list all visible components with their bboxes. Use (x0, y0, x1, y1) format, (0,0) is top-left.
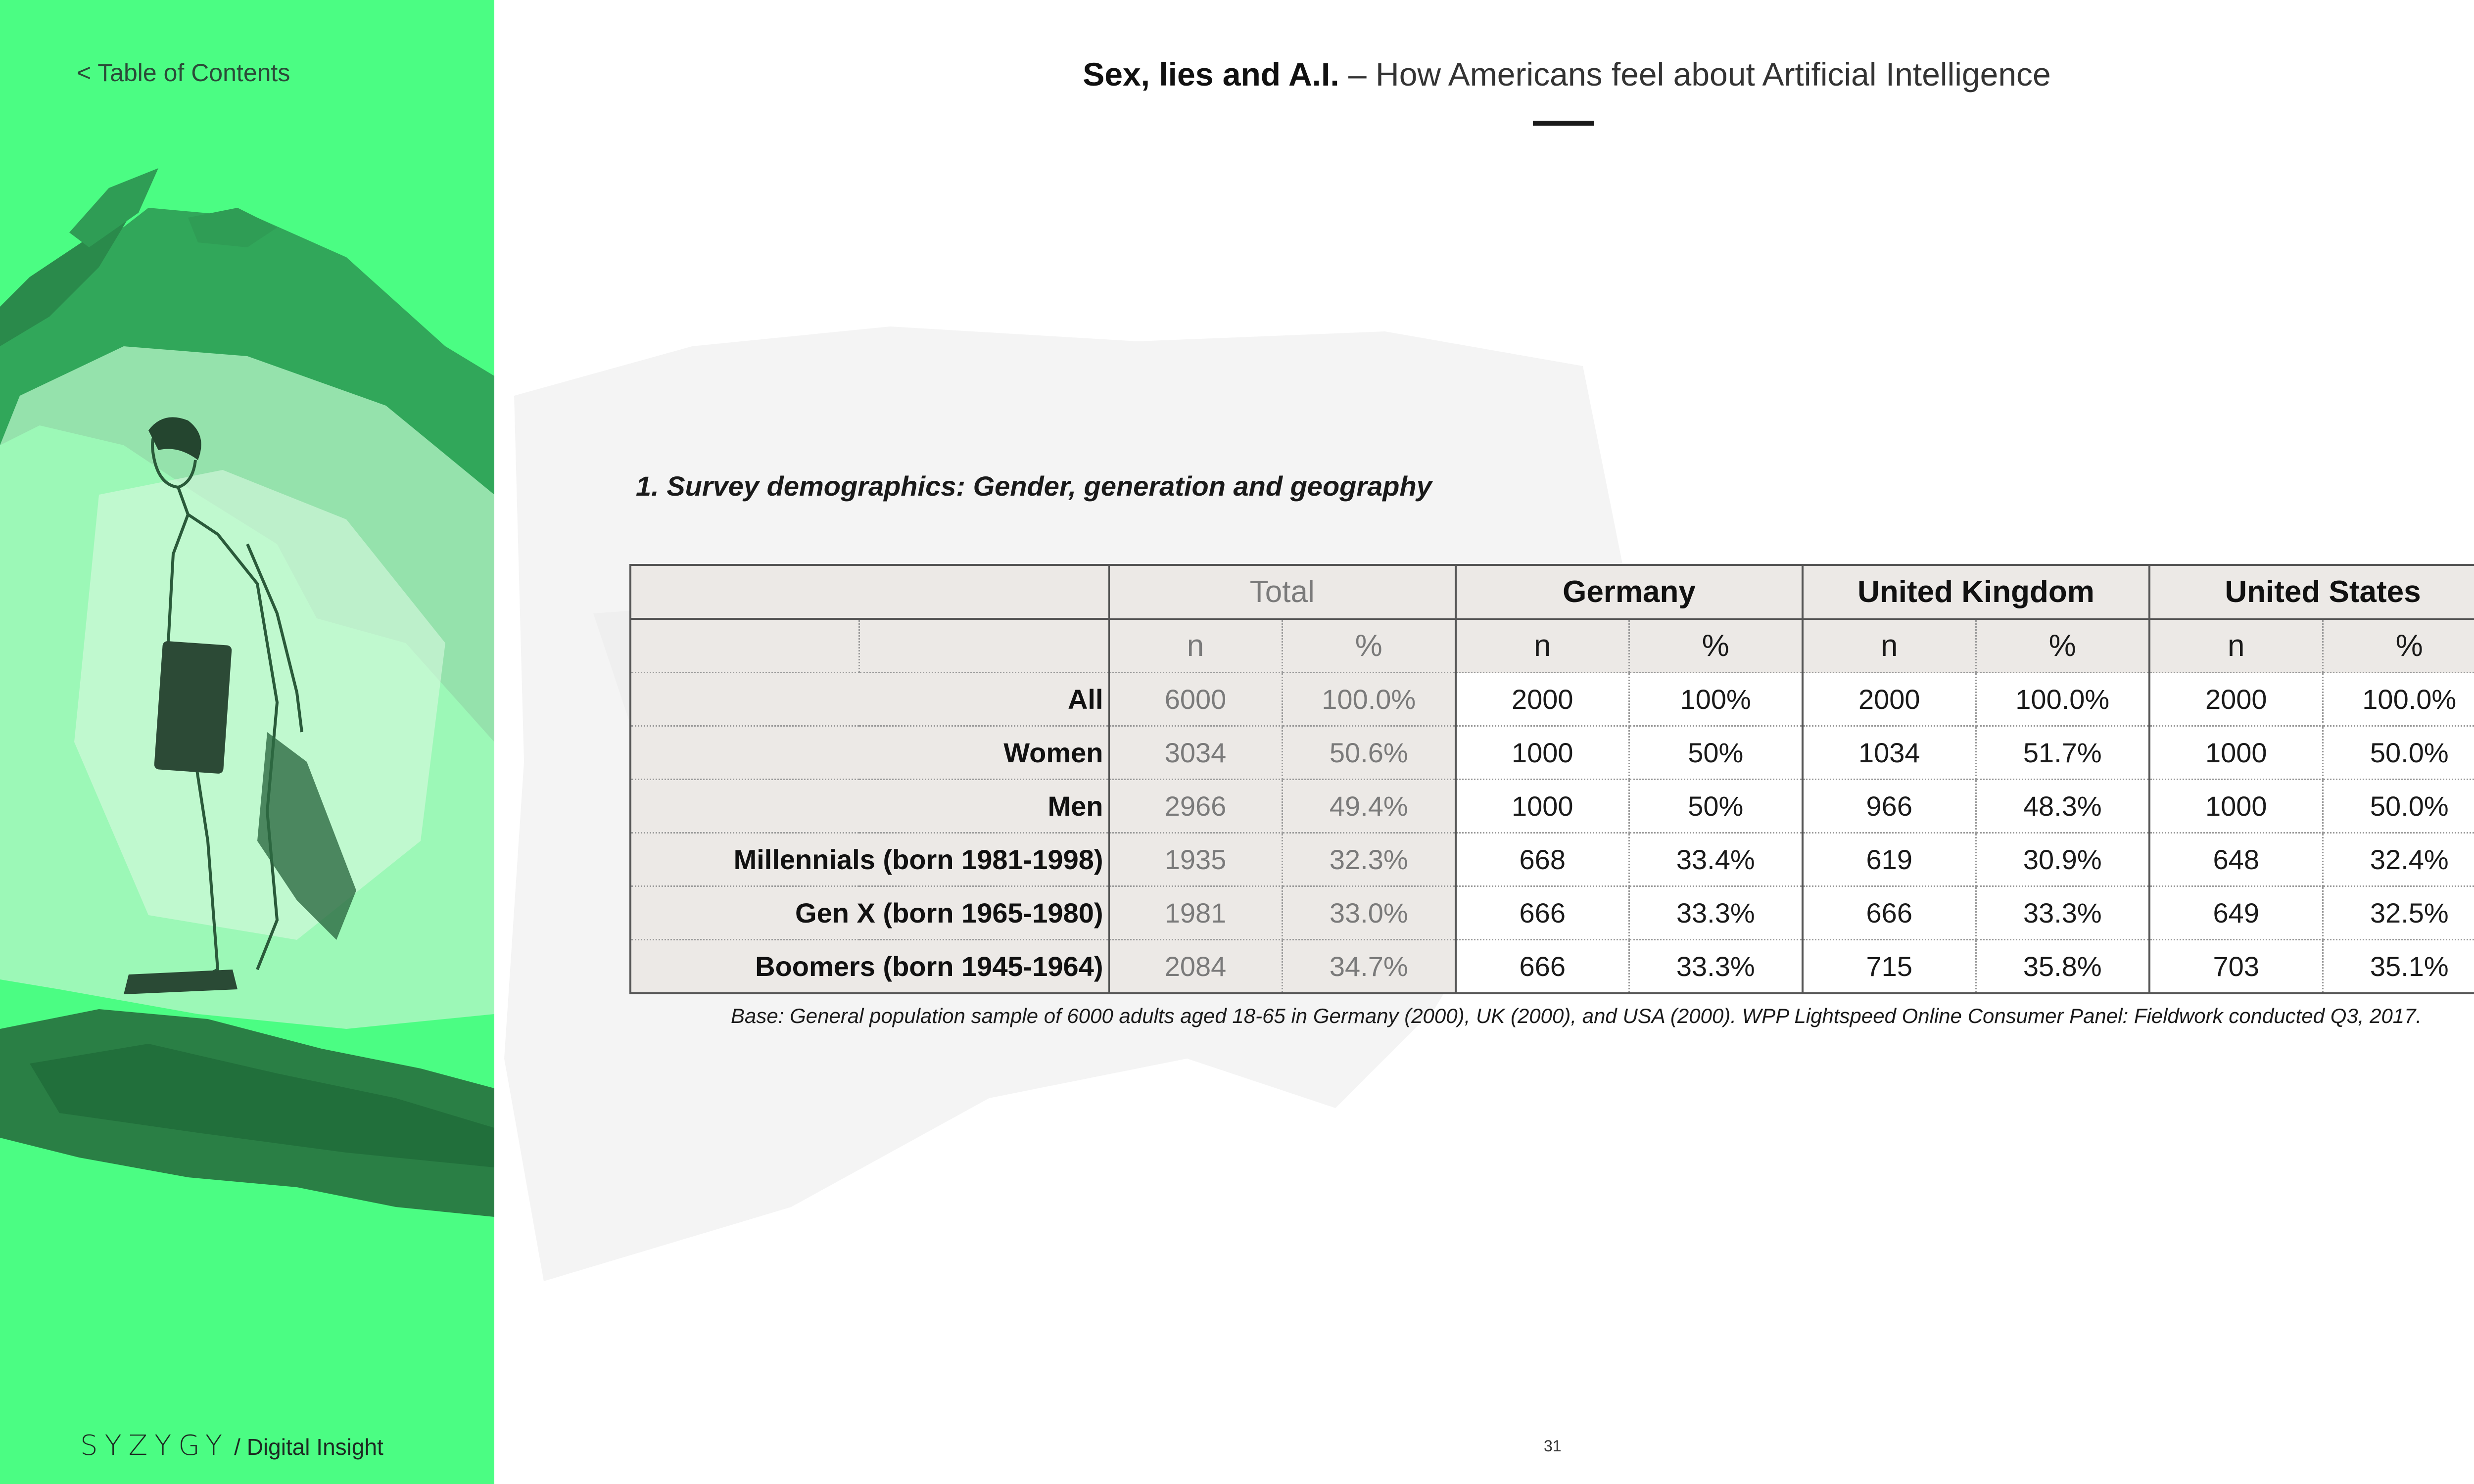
table-cell: 33.3% (1629, 886, 1803, 940)
table-cell: 33.0% (1282, 886, 1456, 940)
table-cell: 49.4% (1282, 780, 1456, 833)
table-row (630, 886, 2474, 940)
table-cell: 35.1% (2323, 940, 2474, 994)
table-cell: 50% (1629, 780, 1803, 833)
table-subheader: % (1282, 619, 1456, 673)
table-cell: 100.0% (1282, 673, 1456, 726)
table-subheader: % (2323, 619, 2474, 673)
table-cell: 648 (2149, 833, 2323, 886)
table-cell: 33.4% (1629, 833, 1803, 886)
table-subheader: n (2149, 619, 2323, 673)
table-cell: 33.3% (1976, 886, 2149, 940)
sidebar-panel (0, 0, 494, 1484)
row-label: Millennials (born 1981-1998) (630, 833, 1109, 886)
report-subtitle: – How Americans feel about Artificial Intelligence (1339, 56, 2051, 93)
table-subheader: % (1976, 619, 2149, 673)
table-cell: 32.4% (2323, 833, 2474, 886)
table-cell: 48.3% (1976, 780, 2149, 833)
table-subheader: n (1456, 619, 1629, 673)
table-corner (630, 565, 1109, 619)
table-subheader-blank (859, 619, 1109, 673)
table-group-header: Germany (1456, 565, 1803, 619)
table-cell: 2000 (2149, 673, 2323, 726)
table-cell: 32.3% (1282, 833, 1456, 886)
table-row (630, 833, 2474, 886)
table-subheader: n (1109, 619, 1282, 673)
table-cell: 966 (1803, 780, 1976, 833)
table-cell: 2000 (1456, 673, 1629, 726)
table-cell: 1000 (1456, 726, 1629, 780)
table-cell: 50.6% (1282, 726, 1456, 780)
table-cell: 1000 (1456, 780, 1629, 833)
table-row (630, 940, 2474, 994)
row-label: Women (630, 726, 1109, 780)
table-cell: 3034 (1109, 726, 1282, 780)
table-row (630, 673, 2474, 726)
table-subheader-blank (630, 619, 859, 673)
table-cell: 703 (2149, 940, 2323, 994)
table-cell: 35.8% (1976, 940, 2149, 994)
table-cell: 2966 (1109, 780, 1282, 833)
table-cell: 33.3% (1629, 940, 1803, 994)
table-cell: 649 (2149, 886, 2323, 940)
table-cell: 2084 (1109, 940, 1282, 994)
illustration-walking-man (0, 0, 494, 1484)
table-cell: 1034 (1803, 726, 1976, 780)
table-cell: 619 (1803, 833, 1976, 886)
table-cell: 50% (1629, 726, 1803, 780)
brand-footer (80, 1430, 383, 1462)
table-cell: 34.7% (1282, 940, 1456, 994)
table-cell: 6000 (1109, 673, 1282, 726)
table-cell: 100% (1629, 673, 1803, 726)
table-cell: 50.0% (2323, 726, 2474, 780)
table-cell: 1981 (1109, 886, 1282, 940)
table-cell: 50.0% (2323, 780, 2474, 833)
section-title: 1. Survey demographics: Gender, generation and geography (636, 470, 1432, 502)
table-cell: 30.9% (1976, 833, 2149, 886)
table-cell: 1000 (2149, 780, 2323, 833)
table-subheader-row (630, 619, 2474, 673)
table-footnote: Base: General population sample of 6000 adults aged 18-65 in Germany (2000), UK (2000), and USA (2000). WPP Lightspeed Online Consumer Panel: Fieldwork conducted Q3, 2017. (731, 1004, 2422, 1027)
table-group-header: Total (1109, 565, 1456, 619)
row-label: Boomers (born 1945-1964) (630, 940, 1109, 994)
table-group-header: United States (2149, 565, 2474, 619)
row-label: All (630, 673, 1109, 726)
page-header (495, 55, 2474, 93)
table-cell: 1935 (1109, 833, 1282, 886)
page-number: 31 (1544, 1437, 1562, 1455)
table-cell: 2000 (1803, 673, 1976, 726)
brand-suffix: / Digital Insight (234, 1434, 383, 1460)
table-cell: 100.0% (2323, 673, 2474, 726)
report-title: Sex, lies and A.I. (1083, 56, 1339, 93)
table-group-header: United Kingdom (1803, 565, 2149, 619)
table-cell: 666 (1456, 886, 1629, 940)
table-cell: 666 (1803, 886, 1976, 940)
table-cell: 32.5% (2323, 886, 2474, 940)
table-cell: 51.7% (1976, 726, 2149, 780)
table-row (630, 726, 2474, 780)
table-cell: 715 (1803, 940, 1976, 994)
table-group-header-row (630, 565, 2474, 619)
row-label: Men (630, 780, 1109, 833)
table-cell: 1000 (2149, 726, 2323, 780)
demographics-table (629, 564, 2474, 994)
table-cell: 100.0% (1976, 673, 2149, 726)
table-row (630, 780, 2474, 833)
table-subheader: % (1629, 619, 1803, 673)
table-cell: 666 (1456, 940, 1629, 994)
table-subheader: n (1803, 619, 1976, 673)
table-cell: 668 (1456, 833, 1629, 886)
header-divider (1533, 121, 1594, 126)
row-label: Gen X (born 1965-1980) (630, 886, 1109, 940)
table-of-contents-link[interactable]: < Table of Contents (77, 59, 290, 87)
syzygy-logo: SYZYGY (80, 1430, 230, 1462)
